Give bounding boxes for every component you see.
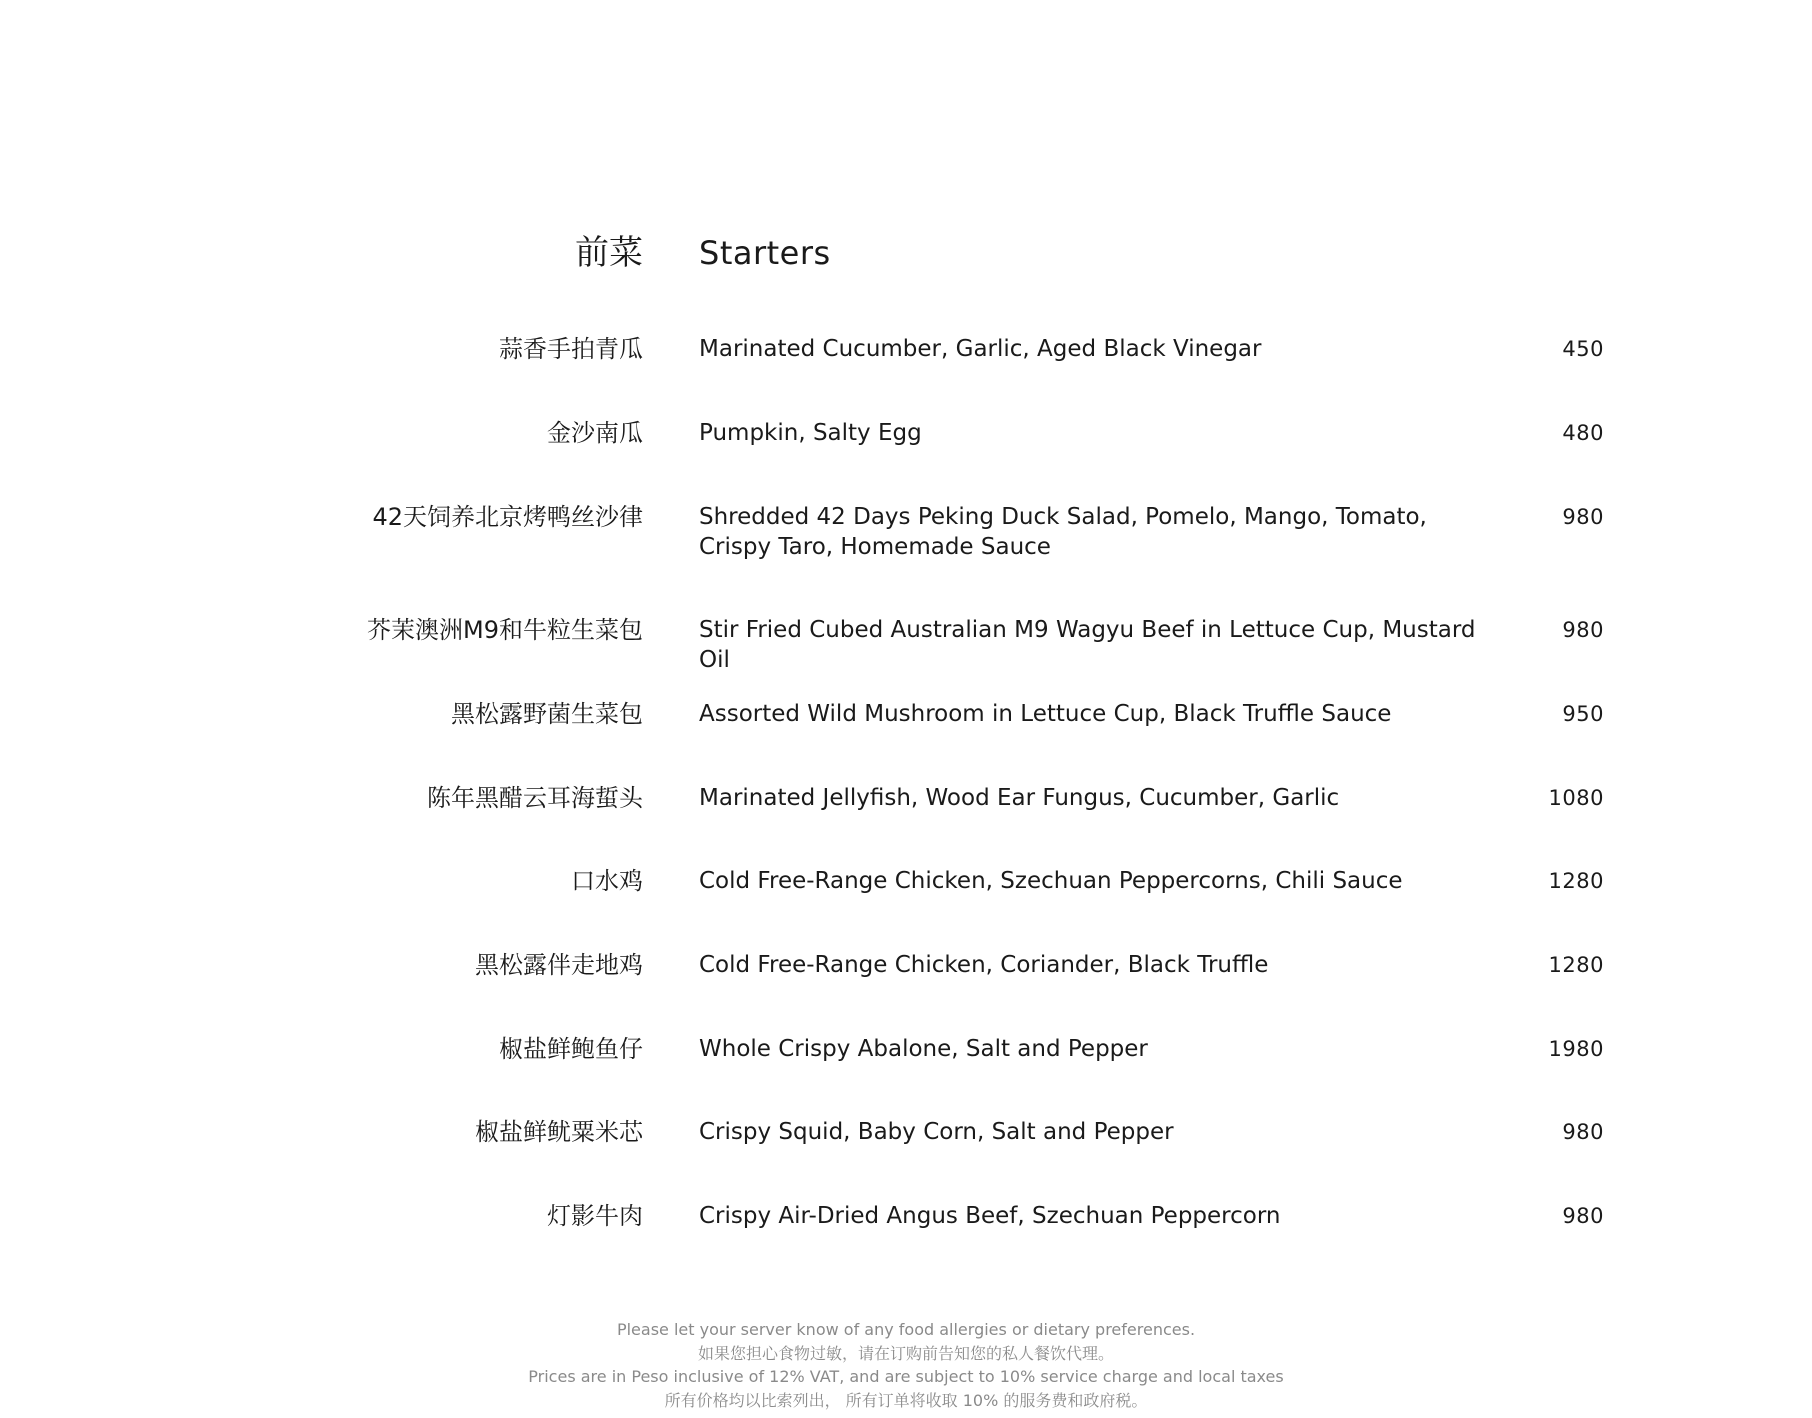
- item-name-cn: 芥茉澳洲M9和牛粒生菜包: [367, 616, 643, 644]
- item-description-en: Crispy Squid, Baby Corn, Salt and Pepper: [699, 1119, 1174, 1145]
- allergy-notice-en: Please let your server know of any food allergies or dietary preferences.: [616, 1320, 1196, 1339]
- item-description-en: Stir Fried Cubed Australian M9 Wagyu Beef in Lettuce Cup, Mustard Oil: [699, 617, 1476, 673]
- item-price: 950: [1562, 702, 1604, 726]
- item-description-en: Whole Crispy Abalone, Salt and Pepper: [699, 1036, 1148, 1062]
- price-notice-en: Prices are in Peso inclusive of 12% VAT, and are subject to 10% service charge and local taxes: [528, 1367, 1284, 1386]
- item-price: 1980: [1548, 1037, 1604, 1061]
- item-name-cn: 椒盐鲜鱿粟米芯: [475, 1118, 643, 1146]
- menu-footer: [0, 1318, 1812, 1412]
- item-description-en: Crispy Air-Dried Angus Beef, Szechuan Peppercorn: [699, 1203, 1281, 1229]
- item-description-en: Cold Free-Range Chicken, Coriander, Black Truffle: [699, 952, 1269, 978]
- item-description-en: Shredded 42 Days Peking Duck Salad, Pomelo, Mango, Tomato, Crispy Taro, Homemade Sauce: [699, 504, 1427, 560]
- item-name-cn: 灯影牛肉: [547, 1202, 643, 1230]
- allergy-notice-cn: 如果您担心食物过敏，请在订购前告知您的私人餐饮代理。: [697, 1343, 1114, 1363]
- item-description-en: Marinated Cucumber, Garlic, Aged Black Vinegar: [699, 336, 1262, 362]
- item-name-cn: 陈年黑醋云耳海蜇头: [427, 784, 643, 812]
- item-price: 980: [1562, 618, 1604, 642]
- section-title-cn: 前菜: [575, 233, 643, 273]
- item-name-cn: 椒盐鲜鲍鱼仔: [499, 1035, 643, 1063]
- item-price: 1280: [1548, 953, 1604, 977]
- item-description-en: Assorted Wild Mushroom in Lettuce Cup, Black Truffle Sauce: [699, 701, 1392, 727]
- item-name-cn: 42天饲养北京烤鸭丝沙律: [372, 503, 643, 531]
- item-price: 450: [1562, 337, 1604, 361]
- item-price: 980: [1562, 1204, 1604, 1228]
- item-name-cn: 口水鸡: [571, 867, 643, 895]
- item-price: 980: [1562, 505, 1604, 529]
- item-price: 1080: [1548, 786, 1604, 810]
- item-price: 480: [1562, 421, 1604, 445]
- section-title-en: Starters: [699, 234, 831, 272]
- item-description-en: Marinated Jellyfish, Wood Ear Fungus, Cucumber, Garlic: [699, 785, 1340, 811]
- price-notice-cn: 所有价格均以比索列出， 所有订单将收取 10% 的服务费和政府税。: [664, 1390, 1148, 1410]
- item-name-cn: 黑松露野菌生菜包: [451, 700, 643, 728]
- item-name-cn: 蒜香手拍青瓜: [499, 335, 643, 363]
- item-price: 1280: [1548, 869, 1604, 893]
- item-name-cn: 黑松露伴走地鸡: [475, 951, 643, 979]
- item-price: 980: [1562, 1120, 1604, 1144]
- item-description-en: Cold Free-Range Chicken, Szechuan Peppercorns, Chili Sauce: [699, 868, 1403, 894]
- item-name-cn: 金沙南瓜: [547, 419, 643, 447]
- item-description-en: Pumpkin, Salty Egg: [699, 420, 922, 446]
